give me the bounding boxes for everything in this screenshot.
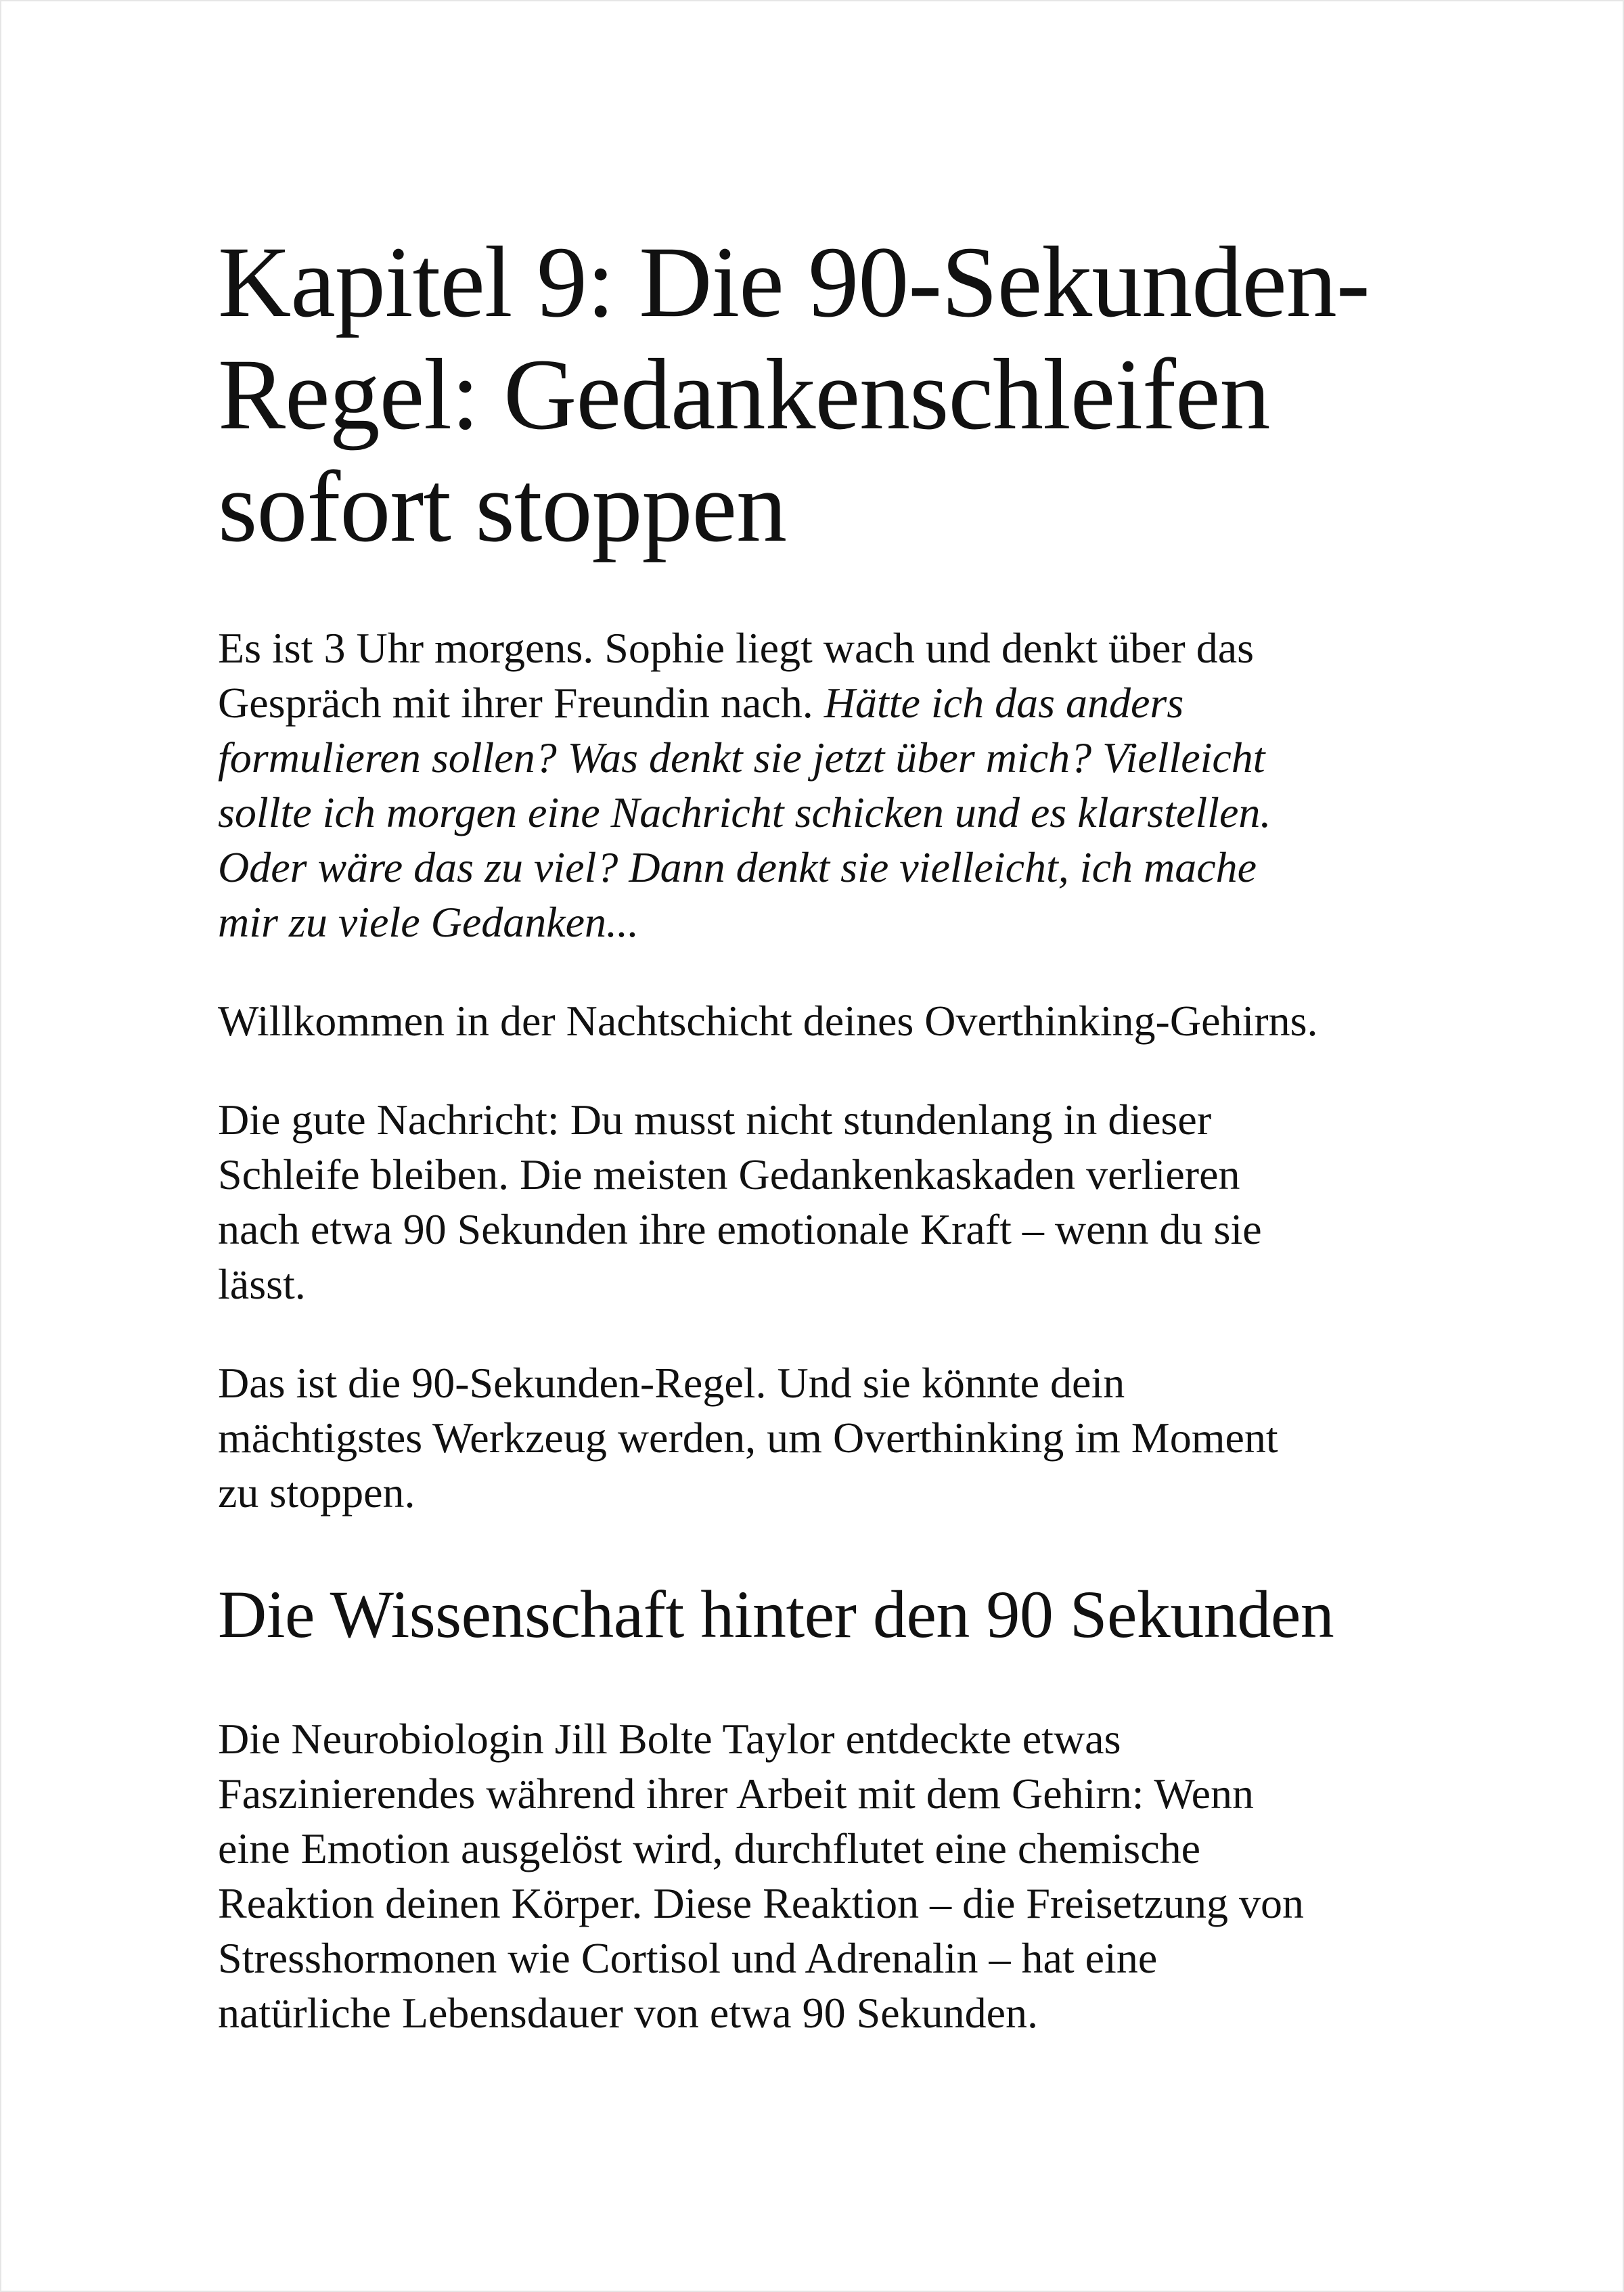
text-line: Das ist die 90-Sekunden-Regel. Und sie könnte dein bbox=[218, 1359, 1125, 1407]
text-line: Stresshormonen wie Cortisol und Adrenalin – hat eine bbox=[218, 1934, 1158, 1982]
paragraph-good-news bbox=[218, 1092, 1504, 1311]
text-line: Die Neurobiologin Jill Bolte Taylor entdeckte etwas bbox=[218, 1715, 1121, 1763]
text-line: nach etwa 90 Sekunden ihre emotionale Kraft – wenn du sie bbox=[218, 1205, 1262, 1253]
text-line: Faszinierendes während ihrer Arbeit mit dem Gehirn: Wenn bbox=[218, 1770, 1254, 1818]
title-line: Regel: Gedankenschleifen bbox=[218, 338, 1270, 451]
text-line: lässt. bbox=[218, 1260, 306, 1308]
text-line: Es ist 3 Uhr morgens. Sophie liegt wach und denkt über das bbox=[218, 624, 1255, 672]
paragraph-science bbox=[218, 1711, 1504, 2040]
text-segment: Gespräch mit ihrer Freundin nach. bbox=[218, 679, 824, 727]
text-line: eine Emotion ausgelöst wird, durchflutet eine chemische bbox=[218, 1824, 1200, 1872]
text-line: mächtigstes Werkzeug werden, um Overthinking im Moment bbox=[218, 1414, 1278, 1462]
text-line: natürliche Lebensdauer von etwa 90 Sekunden. bbox=[218, 1989, 1039, 2037]
text-line: zu stoppen. bbox=[218, 1468, 415, 1516]
text-line: Reaktion deinen Körper. Diese Reaktion – die Freisetzung von bbox=[218, 1879, 1304, 1927]
text-line: Willkommen in der Nachtschicht deines Overthinking-Gehirns. bbox=[218, 997, 1318, 1045]
paragraph-rule bbox=[218, 1355, 1504, 1520]
paragraph-welcome bbox=[218, 993, 1504, 1048]
italic-thought: Oder wäre das zu viel? Dann denkt sie vielleicht, ich mache bbox=[218, 843, 1257, 891]
title-line: sofort stoppen bbox=[218, 451, 787, 563]
text-line bbox=[218, 675, 1504, 730]
paragraph-intro bbox=[218, 621, 1504, 949]
italic-thought: sollte ich morgen eine Nachricht schicken und es klarstellen. bbox=[218, 788, 1271, 836]
chapter-content bbox=[218, 226, 1504, 2084]
italic-thought: Hätte ich das anders bbox=[824, 679, 1184, 727]
title-line: Kapitel 9: Die 90-Sekunden- bbox=[218, 226, 1370, 338]
chapter-title bbox=[218, 226, 1504, 563]
section-heading: Die Wissenschaft hinter den 90 Sekunden bbox=[218, 1577, 1334, 1652]
italic-thought: formulieren sollen? Was denkt sie jetzt über mich? Vielleicht bbox=[218, 734, 1265, 782]
italic-thought: mir zu viele Gedanken... bbox=[218, 898, 639, 946]
text-line: Schleife bleiben. Die meisten Gedankenkaskaden verlieren bbox=[218, 1150, 1240, 1198]
text-line: Die gute Nachricht: Du musst nicht stundenlang in dieser bbox=[218, 1096, 1212, 1144]
